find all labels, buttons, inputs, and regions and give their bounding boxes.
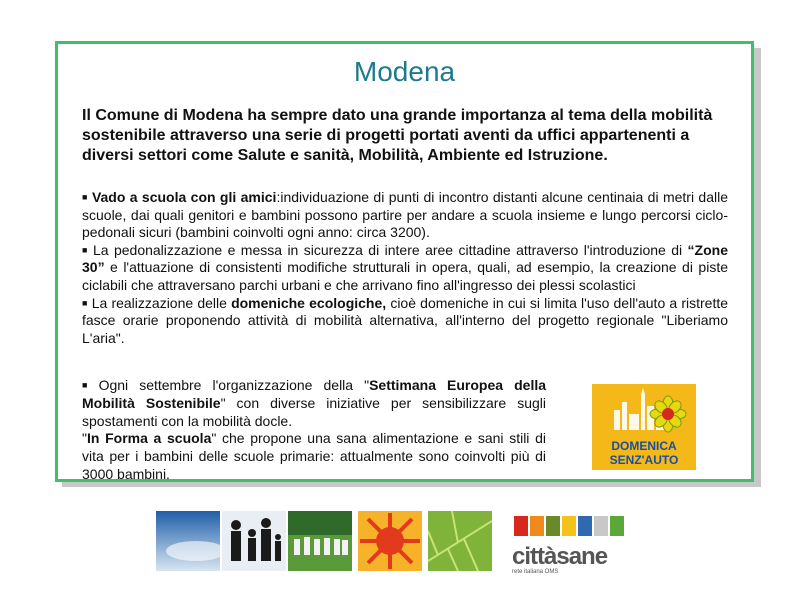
item-bold: In Forma a scuola xyxy=(86,430,212,447)
logo-mosaic xyxy=(512,514,632,540)
sun-image xyxy=(358,511,422,571)
item-text: :individuazione di punti di incontro distanti alcune centinaia di metri dalle scuole, dai quali genitori e bambini possono partire per andare a scuola insieme e lungo percorsi ciclo-pedonali sicuri (bambini coinvolti ogni anno: circa 3200). xyxy=(82,189,729,241)
item-pre: Ogni settembre l'organizzazione della " xyxy=(98,377,370,393)
list-item xyxy=(82,295,728,348)
intro-paragraph: Il Comune di Modena ha sempre dato una grande importanza al tema della mobilità sostenibile attraverso una serie di progetti portati aventi da uffici appartenenti a diversi settori come Salute e sanità, Mobilità, Ambiente ed Istruzione. xyxy=(82,107,713,164)
page-title: Modena xyxy=(353,56,456,87)
list-item xyxy=(82,377,546,430)
group-photo xyxy=(288,511,352,571)
item-text: cioè domeniche in cui si limita l'uso dell'auto a ristrette fasce orarie proponendo attività di mobilità alternativa, all'interno del progetto regionale "Liberiamo L'aria". xyxy=(82,294,729,346)
logo-line1: DOMENICA xyxy=(611,439,677,453)
item-bold: Vado a scuola con gli amici xyxy=(91,189,277,205)
list-item xyxy=(82,189,728,242)
bullet-icon: ■ xyxy=(82,192,88,202)
logo-line2: SENZ'AUTO xyxy=(609,453,679,467)
logo-name: cittàsane xyxy=(512,543,608,570)
item-pre: La realizzazione delle xyxy=(91,294,232,311)
item-text: " con diverse iniziative per sensibilizzare sugli spostamenti con la mobilità docle. xyxy=(82,394,546,429)
bullet-icon: ■ xyxy=(82,297,88,308)
bullet-icon: ■ xyxy=(82,380,95,390)
quote-open: " xyxy=(82,430,87,447)
item-bold: domeniche ecologiche, xyxy=(231,294,387,311)
sky-photo xyxy=(156,511,220,571)
list-item xyxy=(82,242,728,295)
content-frame xyxy=(55,41,754,482)
citta-sane-logo xyxy=(512,514,632,574)
list-item xyxy=(82,430,546,483)
logo-sub: rete italiana OMS xyxy=(512,569,559,575)
family-silhouette-image xyxy=(222,511,286,571)
bullet-icon: ■ xyxy=(82,244,89,255)
lower-list xyxy=(82,377,546,484)
bullet-list xyxy=(82,189,728,347)
item-text: e l'attuazione di consistenti modifiche strutturali in opera, quali, ad esempio, la creazione di piste ciclabili che attraversano parchi urbani e che arrivano fino all'ingresso dei plessi scolastici xyxy=(82,259,728,293)
item-text: " che propone una sana alimentazione e sani stili di vita per i bambini delle scuole primarie: attualmente sono coinvolti più di 3000 bambini. xyxy=(82,430,546,482)
item-bold: “Zone 30” xyxy=(82,241,728,276)
item-pre: La pedonalizzazione e messa in sicurezza di intere aree cittadine attraverso l'introduzione di xyxy=(92,241,688,258)
item-bold: Settimana Europea della Mobilità Sostenibile xyxy=(82,377,547,411)
logo-art xyxy=(592,384,696,470)
domenica-senz-auto-logo xyxy=(592,384,696,470)
leaf-image xyxy=(428,511,492,571)
